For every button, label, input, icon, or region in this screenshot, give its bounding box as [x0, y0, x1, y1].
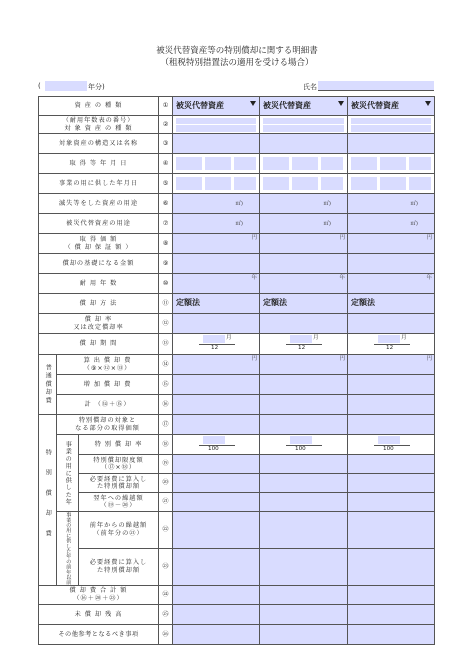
- row-num: ⑭: [159, 355, 173, 375]
- structure-label: 対象資産の構造又は名称: [39, 134, 159, 154]
- depreciation-base-input-3[interactable]: [348, 254, 435, 274]
- denominator: 100: [208, 446, 219, 452]
- row-num: ⑧: [159, 234, 173, 254]
- row-normal-total: [39, 395, 435, 415]
- special-target-input-2[interactable]: [260, 415, 348, 435]
- calculated-input-3[interactable]: [348, 355, 435, 375]
- special-rate-input-3[interactable]: [348, 435, 435, 455]
- label-line: （前年分の㉑）: [93, 529, 144, 537]
- label-line: 償 却 費 合 計 額: [69, 587, 128, 595]
- row-useful-life: [39, 274, 435, 294]
- asset-type-value: 被災代替資産: [263, 100, 312, 110]
- service-date-input-1[interactable]: [173, 174, 260, 194]
- carryforward-input-1[interactable]: [173, 493, 260, 512]
- total-input-1[interactable]: [173, 585, 260, 604]
- notes-label: その他参考となるべき事項: [39, 624, 159, 644]
- asset-type-value: 被災代替資産: [351, 100, 400, 110]
- depreciation-base-input-1[interactable]: [173, 254, 260, 274]
- row-num: ㉑: [159, 493, 173, 512]
- yen-unit: 円: [426, 235, 433, 241]
- row-lost-asset-use: [39, 194, 435, 214]
- month-unit: 月: [313, 335, 319, 341]
- rate-label: [39, 314, 159, 334]
- row-calculated: [39, 355, 435, 375]
- rate-input-2[interactable]: [260, 314, 348, 334]
- acquisition-cost-input-1[interactable]: [173, 234, 260, 254]
- calculated-input-1[interactable]: [173, 355, 260, 375]
- row-num: ㉓: [159, 548, 173, 585]
- row-num: ⑤: [159, 174, 173, 194]
- chevron-down-icon: [338, 101, 344, 106]
- prior-included-input-2[interactable]: [260, 548, 348, 585]
- label-line: 算 出 償 却 費: [83, 357, 132, 364]
- special-target-input-1[interactable]: [173, 415, 260, 435]
- calculated-label: [57, 355, 159, 375]
- total-input-2[interactable]: [260, 585, 348, 604]
- row-prior-included: [39, 548, 435, 585]
- used-prev-year-side-label: 事業の用に供した年の前年以前: [57, 512, 79, 586]
- label-line: なる部分の取得価額: [75, 424, 140, 432]
- lost-asset-use-input-2[interactable]: [260, 194, 348, 214]
- method-value: 定額法: [176, 298, 201, 308]
- total-label: [39, 585, 159, 604]
- row-additional: [39, 375, 435, 395]
- special-included-label: [79, 474, 159, 493]
- additional-input-1[interactable]: [173, 375, 260, 395]
- denominator: 12: [298, 345, 306, 351]
- service-date-input-2[interactable]: [260, 174, 348, 194]
- special-limit-input-2[interactable]: [260, 455, 348, 474]
- asset-type-label: 資 産 の 種 類: [39, 97, 159, 116]
- row-method: [39, 294, 435, 314]
- row-remaining: [39, 604, 435, 624]
- label-line: （⑰×⑱）: [101, 464, 136, 471]
- used-this-year-side-label: 事業の用に供した年: [57, 435, 79, 512]
- special-rate-input-1[interactable]: [173, 435, 260, 455]
- row-num: ⑯: [159, 395, 173, 415]
- target-asset-cell-3[interactable]: [348, 116, 435, 134]
- chevron-down-icon: [250, 101, 256, 106]
- label-line: た特別償却額: [96, 566, 141, 574]
- prior-included-label: [79, 548, 159, 585]
- row-replacement-use: [39, 214, 435, 234]
- row-service-date: [39, 174, 435, 194]
- useful-life-label: 耐 用 年 数: [39, 274, 159, 294]
- service-date-input-3[interactable]: [348, 174, 435, 194]
- acquisition-cost-label: [39, 234, 159, 254]
- denominator: 12: [386, 345, 394, 351]
- label-line: 特別償却限度額: [93, 456, 144, 464]
- row-num: ②: [159, 116, 173, 134]
- acquisition-date-input-1[interactable]: [173, 154, 260, 174]
- replacement-use-input-3[interactable]: [348, 214, 435, 234]
- label-line: （⑲－⑳）: [100, 502, 137, 509]
- label-line: 取 得 価 額: [79, 236, 118, 243]
- target-asset-type-label: [39, 116, 159, 134]
- additional-input-2[interactable]: [260, 375, 348, 395]
- label-line: （耐用年数表の番号）: [62, 117, 135, 124]
- carryforward-input-3[interactable]: [348, 493, 435, 512]
- row-num: ⑪: [159, 294, 173, 314]
- notes-input-1[interactable]: [173, 624, 260, 644]
- area-unit: ㎡): [323, 201, 332, 207]
- special-included-input-3[interactable]: [348, 474, 435, 493]
- method-select-1[interactable]: [173, 294, 260, 314]
- period-label: 償 却 期 間: [39, 334, 159, 355]
- label-line: （ 償 却 保 証 額 ）: [64, 243, 133, 251]
- row-num: ⑲: [159, 455, 173, 474]
- row-period: [39, 334, 435, 355]
- label-line: た特別償却額: [96, 483, 141, 490]
- acquisition-date-label: 取 得 等 年 月 日: [39, 154, 159, 174]
- row-special-target: [39, 415, 435, 435]
- acquisition-date-input-2[interactable]: [260, 154, 348, 174]
- row-num: ㉖: [159, 624, 173, 644]
- additional-label: 増 加 償 却 費: [57, 375, 159, 395]
- row-notes: [39, 624, 435, 644]
- yen-unit: 円: [426, 356, 433, 362]
- target-asset-cell-1[interactable]: [173, 116, 260, 134]
- asset-type-select-3[interactable]: [348, 97, 435, 116]
- prior-included-input-3[interactable]: [348, 548, 435, 585]
- asset-type-select-2[interactable]: [260, 97, 348, 116]
- year-unit: 年: [251, 275, 258, 281]
- remaining-input-1[interactable]: [173, 604, 260, 624]
- row-carryforward: [39, 493, 435, 512]
- acquisition-cost-input-2[interactable]: [260, 234, 348, 254]
- row-num: ⑰: [159, 415, 173, 435]
- rate-input-1[interactable]: [173, 314, 260, 334]
- row-num: ⑬: [159, 334, 173, 355]
- yen-unit: 円: [339, 235, 346, 241]
- month-unit: 月: [401, 335, 407, 341]
- additional-input-3[interactable]: [348, 375, 435, 395]
- special-included-input-2[interactable]: [260, 474, 348, 493]
- carryforward-input-2[interactable]: [260, 493, 348, 512]
- row-num: ⑱: [159, 435, 173, 455]
- yen-unit: 円: [251, 235, 258, 241]
- row-num: ㉒: [159, 512, 173, 549]
- structure-input-1[interactable]: [173, 134, 260, 154]
- asset-type-value: 被災代替資産: [176, 100, 225, 110]
- row-num: ③: [159, 134, 173, 154]
- detail-table: [38, 96, 435, 645]
- notes-input-3[interactable]: [348, 624, 435, 644]
- row-prior-carryover: [39, 512, 435, 549]
- prior-carryover-input-3[interactable]: [348, 512, 435, 549]
- label-line: 償 却 率: [84, 316, 113, 323]
- chevron-down-icon: [425, 101, 431, 106]
- row-total: [39, 585, 435, 604]
- remaining-input-2[interactable]: [260, 604, 348, 624]
- prior-carryover-input-1[interactable]: [173, 512, 260, 549]
- special-included-input-1[interactable]: [173, 474, 260, 493]
- structure-input-3[interactable]: [348, 134, 435, 154]
- year-unit: 年: [426, 275, 433, 281]
- year-bracket: (: [38, 82, 41, 90]
- label-line: 必要経費に算入し: [89, 475, 148, 483]
- row-num: ⑩: [159, 274, 173, 294]
- year-unit: 年分): [88, 83, 105, 91]
- denominator: 100: [295, 446, 306, 452]
- method-value: 定額法: [263, 298, 288, 308]
- row-num: ㉕: [159, 604, 173, 624]
- total-input-3[interactable]: [348, 585, 435, 604]
- useful-life-input-2[interactable]: [260, 274, 348, 294]
- area-unit: ㎡): [410, 201, 419, 207]
- year-unit: 年: [339, 275, 346, 281]
- period-input-1[interactable]: [173, 334, 260, 355]
- form-subtitle: （租税特別措置法の適用を受ける場合）: [160, 58, 314, 68]
- acquisition-cost-input-3[interactable]: [348, 234, 435, 254]
- row-num: ⑮: [159, 375, 173, 395]
- area-unit: ㎡): [323, 221, 332, 227]
- row-num: ④: [159, 154, 173, 174]
- lost-asset-use-label: 滅失等をした資産の用途: [39, 194, 159, 214]
- remaining-input-3[interactable]: [348, 604, 435, 624]
- method-select-2[interactable]: [260, 294, 348, 314]
- yen-unit: 円: [251, 356, 258, 362]
- row-target-asset-type: [39, 116, 435, 134]
- calculated-input-2[interactable]: [260, 355, 348, 375]
- normal-total-input-3[interactable]: [348, 395, 435, 415]
- lost-asset-use-input-3[interactable]: [348, 194, 435, 214]
- replacement-use-label: 被災代替資産の用途: [39, 214, 159, 234]
- special-target-label: [57, 415, 159, 435]
- prior-included-input-1[interactable]: [173, 548, 260, 585]
- lost-asset-use-input-1[interactable]: [173, 194, 260, 214]
- row-asset-type: [39, 97, 435, 116]
- header-row: [38, 80, 434, 94]
- normal-total-input-2[interactable]: [260, 395, 348, 415]
- depreciation-base-input-2[interactable]: [260, 254, 348, 274]
- row-num: ①: [159, 97, 173, 116]
- method-label: 償 却 方 法: [39, 294, 159, 314]
- row-rate: [39, 314, 435, 334]
- label-line: 翌年への繰越額: [93, 494, 144, 502]
- year-input[interactable]: [45, 81, 87, 91]
- month-unit: 月: [226, 335, 232, 341]
- row-num: ⑫: [159, 314, 173, 334]
- name-input[interactable]: [318, 81, 434, 91]
- label-line: 前年からの繰越額: [89, 522, 148, 530]
- label-line: （⑨×⑫×⑬）: [83, 364, 132, 372]
- row-num: ⑨: [159, 254, 173, 274]
- form-title: 被災代替資産等の特別償却に関する明細書: [156, 46, 318, 56]
- period-input-2[interactable]: [260, 334, 348, 355]
- label-line: 対 象 資 産 の 種 類: [64, 124, 133, 132]
- period-input-3[interactable]: [348, 334, 435, 355]
- useful-life-input-3[interactable]: [348, 274, 435, 294]
- row-num: ㉔: [159, 585, 173, 604]
- prior-carryover-input-2[interactable]: [260, 512, 348, 549]
- row-num: ⑳: [159, 474, 173, 493]
- useful-life-input-1[interactable]: [173, 274, 260, 294]
- row-num: ⑦: [159, 214, 173, 234]
- label-line: 特別償却の対象と: [78, 417, 137, 424]
- special-rate-label: 特 別 償 却 率: [79, 435, 159, 455]
- area-unit: ㎡): [410, 221, 419, 227]
- special-target-input-3[interactable]: [348, 415, 435, 435]
- asset-type-select-1[interactable]: [173, 97, 260, 116]
- label-line: （⑯＋⑳＋㉓）: [73, 594, 124, 602]
- row-acquisition-cost: [39, 234, 435, 254]
- area-unit: ㎡): [235, 201, 244, 207]
- special-limit-input-3[interactable]: [348, 455, 435, 474]
- prior-carryover-label: [79, 512, 159, 549]
- denominator: 100: [383, 446, 394, 452]
- name-label: 氏名: [303, 83, 317, 91]
- denominator: 12: [211, 345, 219, 351]
- carryforward-label: [79, 493, 159, 512]
- row-special-limit: [39, 455, 435, 474]
- normal-total-input-1[interactable]: [173, 395, 260, 415]
- row-depreciation-base: [39, 254, 435, 274]
- row-special-rate: [39, 435, 435, 455]
- row-structure: [39, 134, 435, 154]
- normal-total-label: 計 （⑭＋⑮）: [57, 395, 159, 415]
- area-unit: ㎡): [235, 221, 244, 227]
- label-line: 又は改定償却率: [73, 323, 124, 331]
- row-acquisition-date: [39, 154, 435, 174]
- notes-input-2[interactable]: [260, 624, 348, 644]
- method-value: 定額法: [351, 298, 376, 308]
- structure-input-2[interactable]: [260, 134, 348, 154]
- target-asset-cell-2[interactable]: [260, 116, 348, 134]
- depreciation-base-label: 償却の基礎になる金額: [39, 254, 159, 274]
- service-date-label: 事業の用に供した年月日: [39, 174, 159, 194]
- replacement-use-input-2[interactable]: [260, 214, 348, 234]
- replacement-use-input-1[interactable]: [173, 214, 260, 234]
- method-select-3[interactable]: [348, 294, 435, 314]
- acquisition-date-input-3[interactable]: [348, 154, 435, 174]
- special-limit-label: [79, 455, 159, 474]
- special-depreciation-side-label: 特別償却費: [39, 415, 57, 586]
- row-special-included: [39, 474, 435, 493]
- rate-input-3[interactable]: [348, 314, 435, 334]
- special-rate-input-2[interactable]: [260, 435, 348, 455]
- normal-depreciation-side-label: 普通償却費: [39, 355, 57, 415]
- remaining-label: 未 償 却 残 高: [39, 604, 159, 624]
- row-num: ⑥: [159, 194, 173, 214]
- label-line: 必要経費に算入し: [89, 559, 148, 567]
- yen-unit: 円: [339, 356, 346, 362]
- special-limit-input-1[interactable]: [173, 455, 260, 474]
